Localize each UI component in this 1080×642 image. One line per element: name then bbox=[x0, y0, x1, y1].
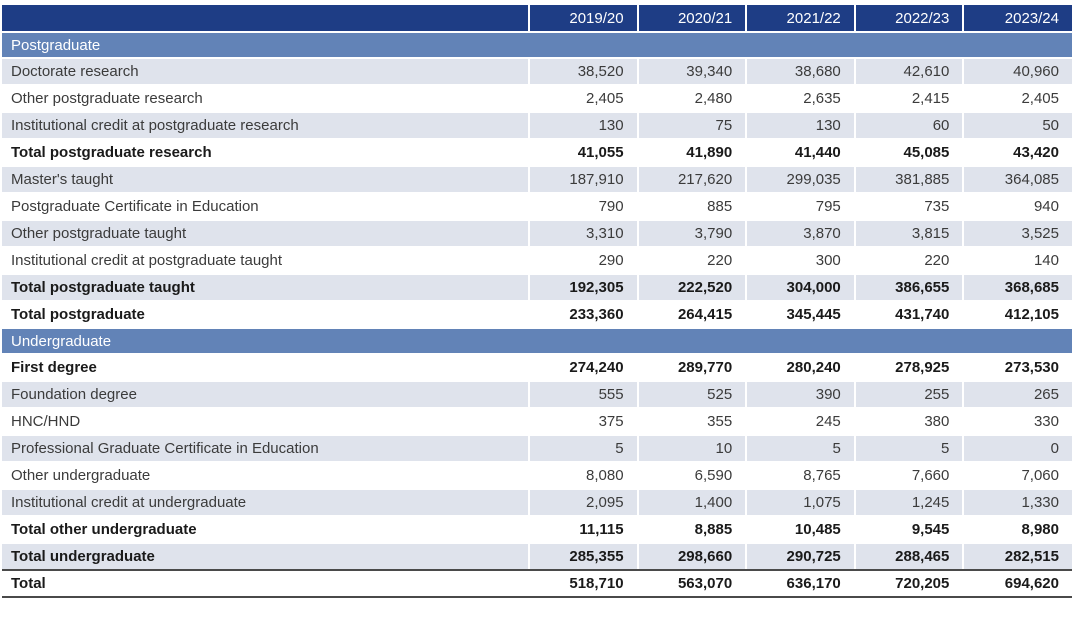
cell-value: 265 bbox=[963, 381, 1072, 408]
year-column-header: 2019/20 bbox=[529, 5, 638, 32]
cell-value: 217,620 bbox=[638, 166, 747, 193]
year-column-header: 2023/24 bbox=[963, 5, 1072, 32]
row-label: Professional Graduate Certificate in Education bbox=[2, 435, 529, 462]
cell-value: 563,070 bbox=[638, 570, 747, 597]
cell-value: 130 bbox=[529, 112, 638, 139]
row-label: Other undergraduate bbox=[2, 462, 529, 489]
cell-value: 43,420 bbox=[963, 139, 1072, 166]
cell-value: 45,085 bbox=[855, 139, 964, 166]
cell-value: 41,440 bbox=[746, 139, 855, 166]
cell-value: 3,815 bbox=[855, 220, 964, 247]
cell-value: 2,415 bbox=[855, 85, 964, 112]
cell-value: 42,610 bbox=[855, 58, 964, 85]
table-row bbox=[2, 193, 1072, 220]
row-label: Total bbox=[2, 570, 529, 597]
cell-value: 298,660 bbox=[638, 543, 747, 570]
cell-value: 40,960 bbox=[963, 58, 1072, 85]
cell-value: 330 bbox=[963, 408, 1072, 435]
cell-value: 555 bbox=[529, 381, 638, 408]
cell-value: 50 bbox=[963, 112, 1072, 139]
table-row bbox=[2, 166, 1072, 193]
cell-value: 431,740 bbox=[855, 301, 964, 328]
year-column-header: 2021/22 bbox=[746, 5, 855, 32]
cell-value: 380 bbox=[855, 408, 964, 435]
cell-value: 412,105 bbox=[963, 301, 1072, 328]
table-row bbox=[2, 435, 1072, 462]
cell-value: 290,725 bbox=[746, 543, 855, 570]
cell-value: 735 bbox=[855, 193, 964, 220]
cell-value: 8,980 bbox=[963, 516, 1072, 543]
row-label: Other postgraduate taught bbox=[2, 220, 529, 247]
table-row bbox=[2, 139, 1072, 166]
row-label: Other postgraduate research bbox=[2, 85, 529, 112]
cell-value: 75 bbox=[638, 112, 747, 139]
row-label: Total undergraduate bbox=[2, 543, 529, 570]
cell-value: 7,060 bbox=[963, 462, 1072, 489]
row-label: HNC/HND bbox=[2, 408, 529, 435]
cell-value: 1,330 bbox=[963, 489, 1072, 516]
cell-value: 795 bbox=[746, 193, 855, 220]
cell-value: 518,710 bbox=[529, 570, 638, 597]
cell-value: 355 bbox=[638, 408, 747, 435]
cell-value: 5 bbox=[855, 435, 964, 462]
cell-value: 233,360 bbox=[529, 301, 638, 328]
table-row bbox=[2, 247, 1072, 274]
cell-value: 280,240 bbox=[746, 354, 855, 381]
cell-value: 3,310 bbox=[529, 220, 638, 247]
year-column-header: 2020/21 bbox=[638, 5, 747, 32]
total-row bbox=[2, 570, 1072, 597]
cell-value: 10,485 bbox=[746, 516, 855, 543]
cell-value: 289,770 bbox=[638, 354, 747, 381]
cell-value: 60 bbox=[855, 112, 964, 139]
cell-value: 9,545 bbox=[855, 516, 964, 543]
cell-value: 386,655 bbox=[855, 274, 964, 301]
cell-value: 790 bbox=[529, 193, 638, 220]
year-header-row bbox=[2, 5, 1072, 32]
cell-value: 130 bbox=[746, 112, 855, 139]
row-label: Total postgraduate research bbox=[2, 139, 529, 166]
row-label: Total other undergraduate bbox=[2, 516, 529, 543]
cell-value: 304,000 bbox=[746, 274, 855, 301]
cell-value: 8,765 bbox=[746, 462, 855, 489]
cell-value: 273,530 bbox=[963, 354, 1072, 381]
cell-value: 720,205 bbox=[855, 570, 964, 597]
cell-value: 38,680 bbox=[746, 58, 855, 85]
cell-value: 0 bbox=[963, 435, 1072, 462]
cell-value: 940 bbox=[963, 193, 1072, 220]
cell-value: 38,520 bbox=[529, 58, 638, 85]
cell-value: 694,620 bbox=[963, 570, 1072, 597]
cell-value: 1,075 bbox=[746, 489, 855, 516]
cell-value: 11,115 bbox=[529, 516, 638, 543]
table-row bbox=[2, 85, 1072, 112]
table-row bbox=[2, 274, 1072, 301]
cell-value: 1,400 bbox=[638, 489, 747, 516]
cell-value: 140 bbox=[963, 247, 1072, 274]
cell-value: 278,925 bbox=[855, 354, 964, 381]
cell-value: 299,035 bbox=[746, 166, 855, 193]
cell-value: 2,635 bbox=[746, 85, 855, 112]
row-label: Total postgraduate taught bbox=[2, 274, 529, 301]
cell-value: 2,405 bbox=[529, 85, 638, 112]
table-row bbox=[2, 58, 1072, 85]
cell-value: 41,890 bbox=[638, 139, 747, 166]
enrolment-table bbox=[2, 5, 1072, 598]
cell-value: 3,790 bbox=[638, 220, 747, 247]
table-row bbox=[2, 408, 1072, 435]
cell-value: 245 bbox=[746, 408, 855, 435]
table-row bbox=[2, 301, 1072, 328]
cell-value: 39,340 bbox=[638, 58, 747, 85]
cell-value: 390 bbox=[746, 381, 855, 408]
table-row bbox=[2, 112, 1072, 139]
cell-value: 290 bbox=[529, 247, 638, 274]
row-label: Foundation degree bbox=[2, 381, 529, 408]
cell-value: 255 bbox=[855, 381, 964, 408]
cell-value: 636,170 bbox=[746, 570, 855, 597]
row-label-column-header bbox=[2, 5, 529, 32]
cell-value: 1,245 bbox=[855, 489, 964, 516]
cell-value: 8,080 bbox=[529, 462, 638, 489]
cell-value: 525 bbox=[638, 381, 747, 408]
cell-value: 274,240 bbox=[529, 354, 638, 381]
section-label: Postgraduate bbox=[2, 32, 1072, 58]
cell-value: 10 bbox=[638, 435, 747, 462]
section-label: Undergraduate bbox=[2, 328, 1072, 354]
cell-value: 885 bbox=[638, 193, 747, 220]
cell-value: 187,910 bbox=[529, 166, 638, 193]
row-label: Institutional credit at undergraduate bbox=[2, 489, 529, 516]
cell-value: 8,885 bbox=[638, 516, 747, 543]
row-label: First degree bbox=[2, 354, 529, 381]
table-row bbox=[2, 354, 1072, 381]
year-column-header: 2022/23 bbox=[855, 5, 964, 32]
table-row bbox=[2, 381, 1072, 408]
section-header-row bbox=[2, 32, 1072, 58]
table-row bbox=[2, 516, 1072, 543]
cell-value: 6,590 bbox=[638, 462, 747, 489]
table-row bbox=[2, 543, 1072, 570]
cell-value: 7,660 bbox=[855, 462, 964, 489]
cell-value: 220 bbox=[638, 247, 747, 274]
cell-value: 368,685 bbox=[963, 274, 1072, 301]
row-label: Total postgraduate bbox=[2, 301, 529, 328]
cell-value: 364,085 bbox=[963, 166, 1072, 193]
cell-value: 2,095 bbox=[529, 489, 638, 516]
cell-value: 2,405 bbox=[963, 85, 1072, 112]
cell-value: 282,515 bbox=[963, 543, 1072, 570]
cell-value: 222,520 bbox=[638, 274, 747, 301]
cell-value: 288,465 bbox=[855, 543, 964, 570]
row-label: Institutional credit at postgraduate taught bbox=[2, 247, 529, 274]
cell-value: 220 bbox=[855, 247, 964, 274]
section-header-row bbox=[2, 328, 1072, 354]
row-label: Postgraduate Certificate in Education bbox=[2, 193, 529, 220]
cell-value: 264,415 bbox=[638, 301, 747, 328]
cell-value: 2,480 bbox=[638, 85, 747, 112]
cell-value: 285,355 bbox=[529, 543, 638, 570]
cell-value: 300 bbox=[746, 247, 855, 274]
table-row bbox=[2, 489, 1072, 516]
row-label: Doctorate research bbox=[2, 58, 529, 85]
cell-value: 3,870 bbox=[746, 220, 855, 247]
row-label: Master's taught bbox=[2, 166, 529, 193]
row-label: Institutional credit at postgraduate research bbox=[2, 112, 529, 139]
cell-value: 375 bbox=[529, 408, 638, 435]
cell-value: 41,055 bbox=[529, 139, 638, 166]
cell-value: 345,445 bbox=[746, 301, 855, 328]
table-row bbox=[2, 462, 1072, 489]
cell-value: 381,885 bbox=[855, 166, 964, 193]
cell-value: 5 bbox=[746, 435, 855, 462]
cell-value: 3,525 bbox=[963, 220, 1072, 247]
cell-value: 192,305 bbox=[529, 274, 638, 301]
cell-value: 5 bbox=[529, 435, 638, 462]
table-row bbox=[2, 220, 1072, 247]
